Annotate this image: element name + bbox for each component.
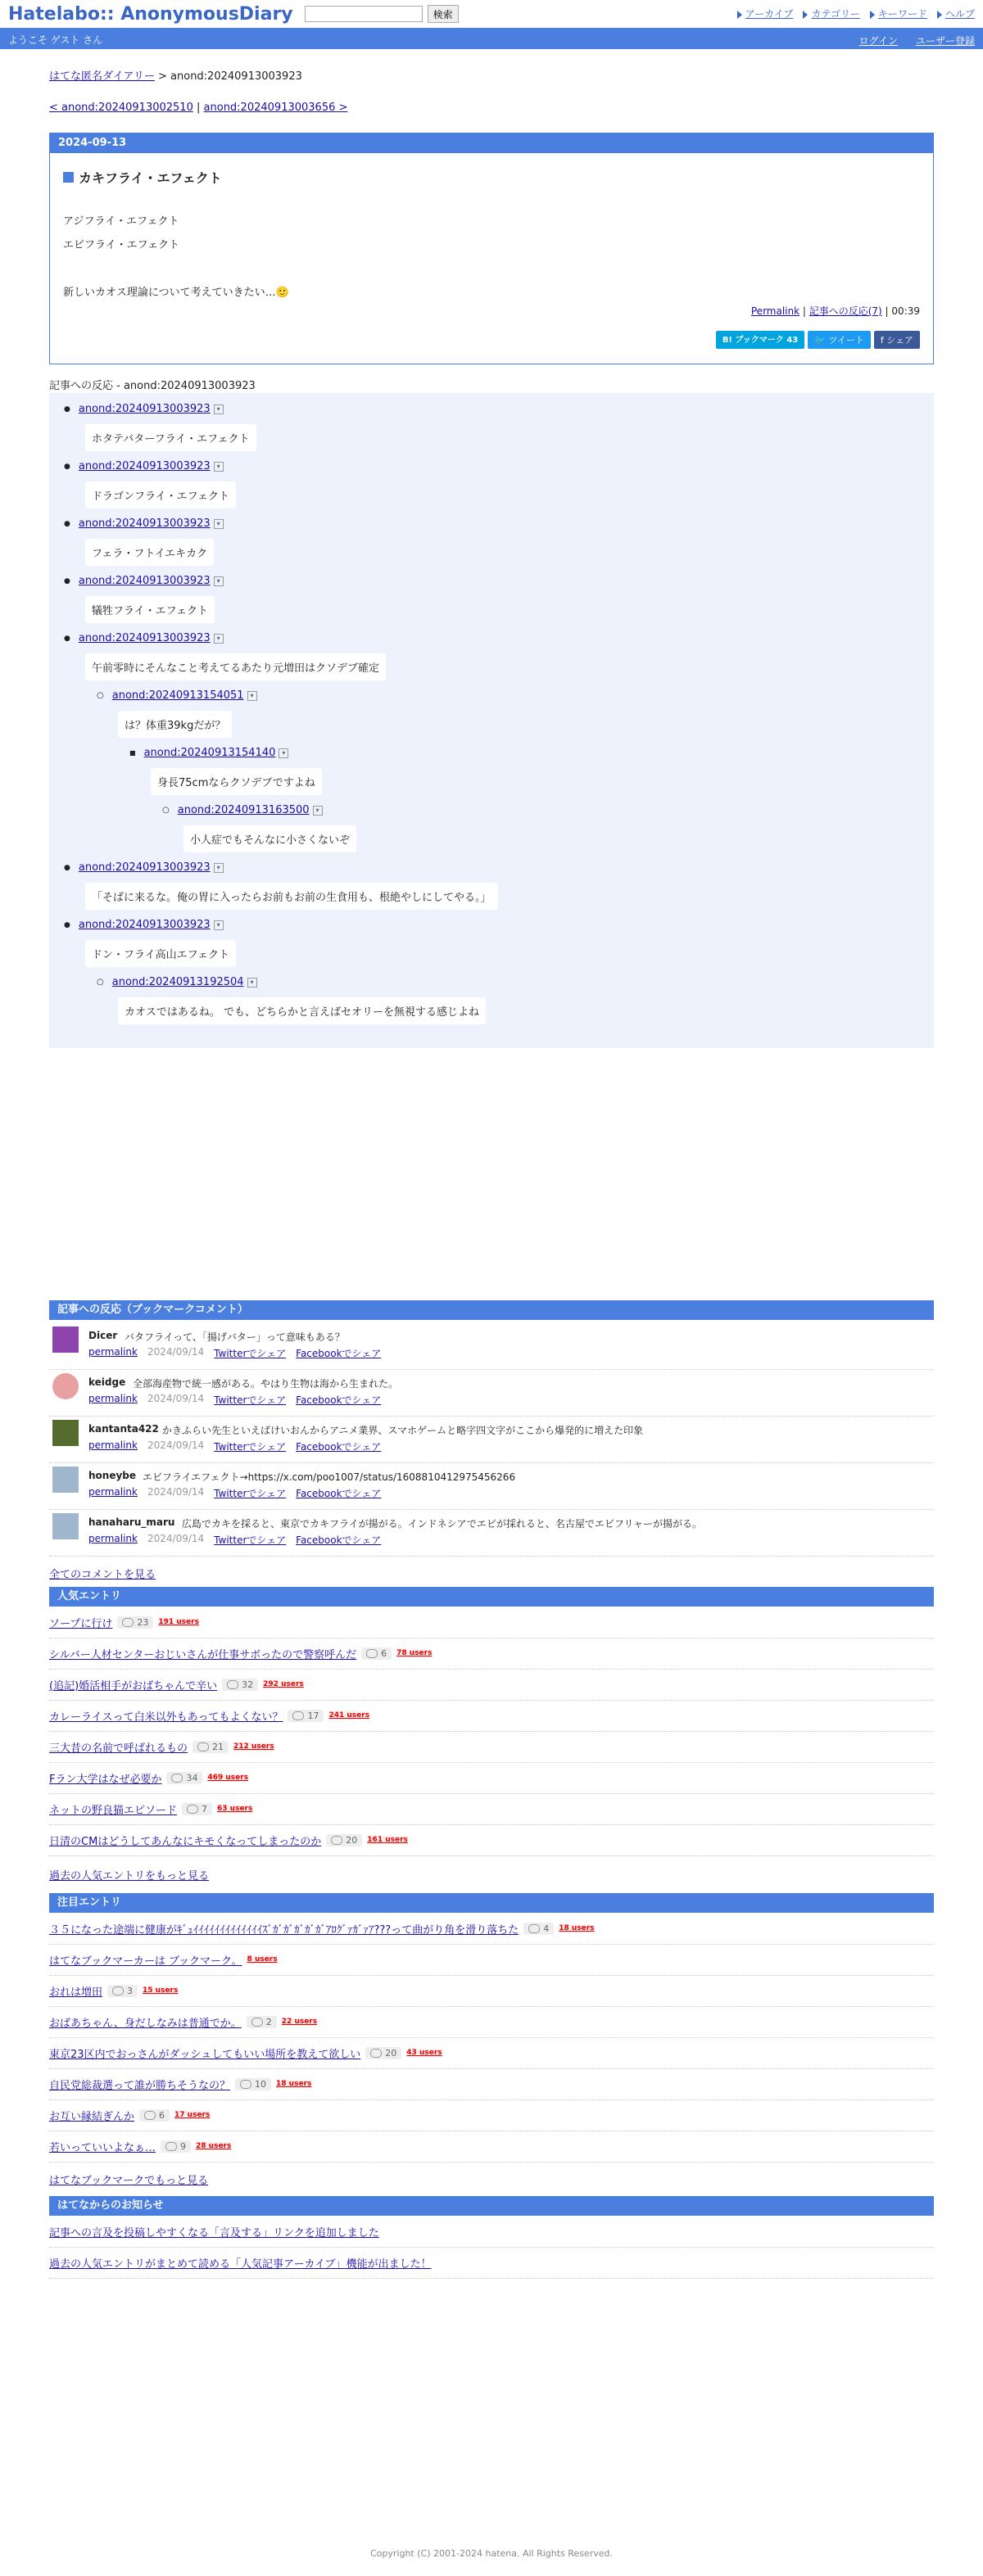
reaction-item — [97, 689, 257, 702]
bookmark-users-badge[interactable]: 292 users — [263, 1680, 304, 1688]
bookmark-comment-text: バタフライって、「揚げバター」って意味もある？ — [125, 1331, 345, 1343]
reaction-item — [64, 632, 224, 644]
reaction-item — [129, 747, 288, 759]
entry-row — [49, 1975, 934, 2007]
entry-time: 00:39 — [891, 305, 920, 317]
bookmark-meta — [88, 1393, 381, 1407]
entry-title-link[interactable]: 自民党総裁選って誰が勝ちそうなの？ — [49, 2079, 231, 2092]
welcome-bar — [0, 29, 983, 49]
news-item — [49, 2216, 934, 2248]
news-item — [49, 2247, 934, 2279]
bookmark-users-badge[interactable]: 241 users — [328, 1711, 370, 1720]
entry-title-link[interactable]: ３５になった途端に健康がｷﾞｭｲｲｲｲｲｲｲｲｲｲｲｲｲｽﾞｶﾞｶﾞｶﾞｶﾞｶﾞｱﾛｸﾞｧｶﾞｧｱ???って曲がり角を滑り落ちた — [49, 1923, 519, 1937]
bookmark-comment-text: エビフライエフェクト→https://x.com/poo1007/status/1608810412975456266 — [143, 1471, 516, 1483]
reaction-id-link[interactable]: ● anond:20240913003923 — [78, 403, 211, 415]
comment-bubble-icon — [112, 1986, 124, 1995]
bookmark-users-badge[interactable]: 161 users — [367, 1836, 408, 1844]
share-label: シェア — [886, 335, 913, 346]
entry-row — [49, 2037, 934, 2069]
entry-row — [49, 2099, 934, 2131]
comment-count[interactable] — [361, 1647, 392, 1660]
header-nav — [737, 7, 975, 20]
bookmark-users-badge[interactable]: 63 users — [217, 1805, 253, 1813]
comment-bubble-icon — [227, 1680, 238, 1689]
reaction-item — [64, 460, 224, 472]
bookmark-users-badge[interactable]: 17 users — [174, 2111, 211, 2119]
prevnext-sep: | — [197, 102, 201, 114]
facebook-share-link[interactable]: Facebookでシェア — [296, 1348, 382, 1359]
reaction-id-link[interactable]: ■ anond:20240913154140 — [143, 747, 276, 759]
hatena-bookmark-button[interactable]: B! ブックマーク 43 — [716, 331, 804, 349]
reaction-item — [64, 575, 224, 587]
comment-count[interactable] — [161, 2140, 191, 2153]
reaction-header — [162, 804, 323, 816]
avatar[interactable] — [52, 1326, 79, 1353]
reactions-tree — [49, 393, 934, 1048]
comment-count[interactable] — [288, 1710, 324, 1722]
entry-row — [49, 1913, 934, 1945]
bookmark-date: 2024/09/14 — [147, 1393, 205, 1404]
entry-row — [49, 2131, 934, 2162]
comment-count-value: 32 — [242, 1679, 254, 1690]
popular-entries-header: 人気エントリ — [49, 1587, 934, 1607]
breadcrumb-sep: > — [157, 70, 167, 83]
bookmark-comment — [49, 1463, 934, 1510]
entry-title — [63, 168, 933, 187]
comment-bubble-icon — [240, 2080, 251, 2089]
twitter-share-link[interactable]: Twitterでシェア — [214, 1441, 287, 1453]
avatar[interactable] — [52, 1373, 79, 1399]
avatar[interactable] — [52, 1467, 79, 1493]
facebook-share-link[interactable]: Facebookでシェア — [296, 1488, 382, 1499]
bookmark-permalink[interactable]: permalink — [88, 1439, 138, 1451]
bookmark-comment-text: 全部海産物で統一感がある。やはり生物は海から生まれた。 — [133, 1378, 399, 1390]
dropdown-icon[interactable]: ▾ — [214, 634, 224, 644]
bookmark-user[interactable]: honeybe — [88, 1470, 137, 1481]
comment-count-value: 20 — [346, 1834, 358, 1846]
reactions-title: 記事への反応 - anond:20240913003923 — [49, 377, 934, 395]
bookmark-users-badge[interactable]: 28 users — [196, 2142, 232, 2150]
reaction-text: 小人症でもそんなに小さくないぞ — [183, 825, 356, 852]
comment-count-value: 3 — [127, 1985, 134, 1996]
news-link[interactable]: 過去の人気エントリがまとめて読める「人気記事アーカイブ」機能が出ました！ — [49, 2257, 432, 2271]
all-comments-link[interactable]: 全てのコメントを見る — [49, 1569, 156, 1581]
entry-date: 2024-09-13 — [50, 133, 933, 153]
facebook-share-link[interactable]: Facebookでシェア — [296, 1394, 382, 1406]
prev-entry-link[interactable]: < anond:20240913002510 — [49, 102, 193, 114]
comment-bubble-icon — [331, 1836, 342, 1845]
reaction-header — [64, 403, 224, 415]
twitter-bird-icon: 🐦 — [814, 335, 829, 346]
twitter-share-link[interactable]: Twitterでシェア — [214, 1534, 287, 1546]
twitter-share-link[interactable]: Twitterでシェア — [214, 1488, 287, 1499]
entry-title-link[interactable]: おれは増田 — [49, 1986, 103, 1999]
comment-bubble-icon — [171, 1774, 183, 1783]
bookmark-users-badge[interactable]: 18 users — [276, 2080, 312, 2088]
bookmark-comment — [49, 1370, 934, 1417]
comment-count[interactable] — [365, 2047, 401, 2059]
welcome-text: ようこそ ゲスト さん — [8, 34, 103, 46]
reaction-header — [129, 747, 288, 759]
reaction-header — [64, 517, 224, 530]
nav-keyword-link[interactable]: キーワード — [877, 8, 927, 20]
bookmark-users-badge[interactable]: 469 users — [207, 1774, 249, 1782]
reaction-id-link[interactable]: ● anond:20240913003923 — [78, 919, 211, 931]
entry-row — [49, 1762, 934, 1794]
nav-help[interactable] — [937, 7, 975, 20]
reaction-text: ドラゴンフライ・エフェクト — [85, 481, 236, 508]
triangle-icon — [937, 11, 942, 19]
nav-archive-link[interactable]: アーカイブ — [745, 8, 794, 20]
comment-count[interactable] — [235, 2078, 271, 2090]
entry-line — [63, 257, 933, 281]
breadcrumb-home[interactable]: はてな匿名ダイアリー — [49, 70, 155, 83]
bookmark-users-badge[interactable]: 43 users — [406, 2049, 442, 2057]
comment-count-value: 34 — [186, 1772, 198, 1783]
bookmark-meta — [88, 1439, 381, 1453]
bookmark-users-badge[interactable]: 22 users — [281, 2018, 318, 2026]
entry-row — [49, 1731, 934, 1763]
next-entry-link[interactable]: anond:20240913003656 > — [203, 102, 348, 114]
comment-bubble-icon — [366, 1649, 378, 1658]
nav-keyword[interactable] — [870, 7, 927, 20]
nav-category-link[interactable]: カテゴリー — [811, 8, 860, 20]
entry-title-link[interactable]: おばあちゃん、身だしなみは普通でか。 — [49, 2017, 242, 2030]
comment-count[interactable] — [182, 1803, 212, 1815]
comment-count[interactable] — [117, 1616, 153, 1629]
comment-count[interactable] — [247, 2016, 277, 2028]
bookmark-comment — [49, 1417, 934, 1463]
reaction-id-link[interactable]: ○ anond:20240913154051 — [111, 689, 244, 702]
reaction-id-link[interactable]: ● anond:20240913003923 — [78, 517, 211, 530]
bookmark-permalink[interactable]: permalink — [88, 1486, 138, 1498]
bookmark-meta — [88, 1486, 381, 1500]
reaction-item — [97, 976, 257, 988]
reaction-text: 犠牲フライ・エフェクト — [85, 596, 215, 623]
dropdown-icon[interactable]: ▾ — [279, 748, 288, 758]
comment-count-value: 9 — [180, 2140, 187, 2152]
bookmark-meta — [88, 1346, 381, 1360]
reaction-id-link[interactable]: ● anond:20240913003923 — [78, 632, 211, 644]
comment-count-value: 20 — [385, 2047, 397, 2059]
comment-count[interactable] — [107, 1985, 138, 1997]
comment-bubble-icon — [187, 1805, 198, 1814]
comment-count-value: 7 — [202, 1803, 208, 1814]
reaction-item — [64, 517, 224, 530]
bookmark-user[interactable]: hanaharu_maru — [88, 1516, 175, 1528]
avatar[interactable] — [52, 1420, 79, 1446]
comment-bubble-icon — [292, 1711, 304, 1720]
bookmark-user[interactable]: kantanta422 — [88, 1423, 159, 1435]
entry-row — [49, 1638, 934, 1670]
avatar[interactable] — [52, 1513, 79, 1539]
bookmark-permalink[interactable]: permalink — [88, 1533, 138, 1544]
facebook-share-link[interactable]: Facebookでシェア — [296, 1441, 382, 1453]
dropdown-icon[interactable]: ▾ — [247, 978, 257, 987]
reaction-header — [97, 689, 257, 702]
facebook-share-link[interactable]: Facebookでシェア — [296, 1534, 382, 1546]
entry-title-link[interactable]: ネットの野良猫エピソード — [49, 1804, 178, 1817]
entry-row — [49, 1944, 934, 1976]
footer-copyright: Copyright (C) 2001-2024 hatena. All Rights Reserved. — [370, 2548, 613, 2559]
login-link[interactable]: ログイン — [858, 35, 898, 47]
share-buttons — [716, 331, 920, 349]
comment-count[interactable] — [193, 1741, 229, 1753]
reaction-header — [64, 861, 224, 874]
dropdown-icon[interactable]: ▾ — [214, 519, 224, 529]
dropdown-icon[interactable]: ▾ — [214, 920, 224, 930]
entry-title-link[interactable]: Fラン大学はなぜ必要か — [49, 1773, 162, 1786]
comment-bubble-icon — [122, 1618, 134, 1627]
bookmark-comment-text: 広島でカキを採ると、東京でカキフライが揚がる。インドネシアでエビが採れると、名古屋でエビフリャーが揚がる。 — [182, 1518, 703, 1530]
dropdown-icon[interactable]: ▾ — [214, 576, 224, 586]
reaction-item — [162, 804, 323, 816]
attention-entries-header: 注目エントリ — [49, 1893, 934, 1913]
entry-title-link[interactable]: 東京23区内でおっさんがダッシュしてもいい場所を教えて欲しい — [49, 2048, 361, 2061]
reaction-header — [64, 632, 224, 644]
bookmark-users-badge[interactable]: 18 users — [559, 1924, 595, 1932]
comment-bubble-icon — [528, 1924, 540, 1933]
reaction-header — [64, 919, 224, 931]
entry-line: アジフライ・エフェクト — [63, 215, 179, 228]
nav-category[interactable] — [803, 7, 860, 20]
entry-title-link[interactable]: お互い縁結ぎんか — [49, 2110, 135, 2123]
reaction-text: 午前零時にそんなこと考えてるあたり元増田はクソデブ確定 — [85, 653, 386, 680]
bookmark-meta — [88, 1533, 381, 1547]
reaction-id-link[interactable]: ○ anond:20240913192504 — [111, 976, 244, 988]
comment-count-value: 10 — [255, 2078, 267, 2090]
entry-line: 新しいカオス理論について考えていきたい…🙂 — [63, 287, 289, 299]
entry-title-link[interactable]: 日清のCMはどうしてあんなにキモくなってしまったのか — [49, 1835, 322, 1848]
entry-row — [49, 1700, 934, 1732]
reaction-text: 「そばに来るな。俺の胃に入ったらお前もお前の生食用も、根絶やしにしてやる。」 — [85, 883, 498, 910]
entry-title-link[interactable]: 三大昔の名前で呼ばれるもの — [49, 1742, 188, 1755]
reaction-text: 身長75cmならクソデブですよね — [151, 768, 322, 795]
reaction-item — [64, 919, 224, 931]
reaction-item — [64, 861, 224, 874]
comment-count-value: 21 — [212, 1741, 224, 1752]
search-button[interactable]: 検索 — [428, 5, 459, 23]
twitter-share-link[interactable]: Twitterでシェア — [214, 1348, 287, 1359]
entry-title-link[interactable]: カレーライスって白米以外もあってもよくない？ — [49, 1711, 283, 1724]
tweet-label: ツイート — [828, 335, 864, 346]
comment-count-value: 4 — [543, 1923, 550, 1934]
reaction-text: フェラ・フトイエキカク — [85, 539, 214, 566]
breadcrumb — [49, 67, 934, 83]
bookmark-users-badge[interactable]: 212 users — [233, 1742, 274, 1751]
reaction-text: ホタテバターフライ・エフェクト — [85, 424, 256, 451]
hatena-news-header: はてなからのお知らせ — [49, 2196, 934, 2216]
bookmark-user[interactable]: keidge — [88, 1376, 126, 1388]
comment-bubble-icon — [370, 2049, 382, 2058]
reactions-link[interactable]: 記事への反応(7) — [809, 305, 882, 317]
entry-row — [49, 2068, 934, 2100]
breadcrumb-current: anond:20240913003923 — [170, 70, 302, 83]
bookmark-comment-text: かきふらい先生といえばけいおんからアニメ業界、スマホゲームと略字四文字がここから爆発的に増えた印象 — [162, 1425, 644, 1436]
comment-count[interactable] — [222, 1679, 258, 1691]
comment-count-value: 17 — [307, 1710, 319, 1721]
reaction-id-link[interactable]: ● anond:20240913003923 — [78, 575, 211, 587]
reaction-text: ドン・フライ高山エフェクト — [85, 940, 236, 967]
entry-title-link[interactable]: シルバー人材センターおじいさんが仕事サボったので警察呼んだ — [49, 1648, 357, 1661]
comment-count-value: 6 — [159, 2109, 165, 2121]
attention-more-link[interactable]: はてなブックマークでもっと見る — [49, 2175, 209, 2187]
dropdown-icon[interactable]: ▾ — [214, 404, 224, 414]
triangle-icon — [737, 11, 742, 19]
permalink[interactable]: Permalink — [750, 305, 800, 317]
triangle-icon — [803, 11, 808, 19]
reaction-text: カオスではあるね。 でも、どちらかと言えばセオリーを無視する感じよね — [118, 997, 486, 1024]
bookmark-users-badge[interactable]: 8 users — [247, 1955, 278, 1964]
bookmark-date: 2024/09/14 — [147, 1486, 205, 1498]
comment-count-value: 2 — [265, 2016, 272, 2027]
dropdown-icon[interactable]: ▾ — [214, 863, 224, 873]
reaction-text: は？体重39kgだが？ — [118, 711, 232, 738]
bookmark-date: 2024/09/14 — [147, 1533, 205, 1544]
bookmark-user[interactable]: Dicer — [88, 1330, 118, 1341]
bookmark-permalink[interactable]: permalink — [88, 1346, 138, 1358]
dropdown-icon[interactable]: ▾ — [214, 462, 224, 472]
comment-bubble-icon — [251, 2018, 263, 2027]
entry-row — [49, 1607, 934, 1638]
register-link[interactable]: ユーザー登録 — [915, 35, 975, 47]
square-icon — [63, 172, 74, 183]
news-link[interactable]: 記事への言及を投稿しやすくなる「言及する」リンクを追加しました — [49, 2226, 379, 2239]
bookmark-date: 2024/09/14 — [147, 1346, 205, 1358]
comment-count-value: 6 — [381, 1647, 387, 1659]
nav-archive[interactable] — [737, 7, 794, 20]
twitter-share-link[interactable]: Twitterでシェア — [214, 1394, 287, 1406]
reaction-item — [64, 403, 224, 415]
reaction-id-link[interactable]: ○ anond:20240913163500 — [177, 804, 310, 816]
entry-title-link[interactable]: (追記)婚活相手がおばちゃんで辛い — [49, 1679, 218, 1692]
entry-row — [49, 1793, 934, 1825]
bookmark-users-badge[interactable]: 78 users — [396, 1649, 433, 1657]
reaction-id-link[interactable]: ● anond:20240913003923 — [78, 861, 211, 874]
comment-bubble-icon — [165, 2142, 177, 2151]
bookmark-users-badge[interactable]: 191 users — [158, 1618, 199, 1626]
tweet-button[interactable] — [808, 331, 871, 349]
entry-row — [49, 2006, 934, 2038]
entry-title-link[interactable]: 若いっていいよなぁ… — [49, 2141, 156, 2154]
entry-row — [49, 1669, 934, 1701]
facebook-share-button[interactable] — [874, 331, 920, 349]
entry-body — [63, 210, 933, 305]
comment-count[interactable] — [523, 1923, 554, 1935]
entry-line: エビフライ・エフェクト — [63, 239, 179, 251]
facebook-icon: f — [880, 335, 887, 346]
dropdown-icon[interactable]: ▾ — [313, 806, 323, 816]
comment-count[interactable] — [166, 1772, 202, 1784]
bookmark-comment — [49, 1510, 934, 1557]
site-header — [0, 0, 983, 29]
entry-row — [49, 1824, 934, 1856]
comment-count-value: 23 — [137, 1616, 149, 1628]
search-input[interactable] — [305, 6, 423, 22]
prev-next-nav — [49, 102, 934, 114]
comment-count[interactable] — [326, 1834, 362, 1846]
reaction-id-link[interactable]: ● anond:20240913003923 — [78, 460, 211, 472]
site-logo[interactable]: Hatelabo:: AnonymousDiary — [8, 3, 293, 25]
nav-help-link[interactable]: ヘルプ — [944, 8, 975, 20]
comment-bubble-icon — [197, 1742, 209, 1751]
bookmark-comment — [49, 1323, 934, 1370]
triangle-icon — [870, 11, 875, 19]
entry-title-text: カキフライ・エフェクト — [79, 170, 222, 186]
comment-count[interactable] — [139, 2109, 170, 2122]
entry-title-link[interactable]: はてなブックマーカーは ブックマーク。 — [49, 1955, 242, 1968]
entry-title-link[interactable]: ソープに行け — [49, 1617, 113, 1630]
bookmark-permalink[interactable]: permalink — [88, 1393, 138, 1404]
entry-box — [49, 133, 934, 364]
comment-bubble-icon — [144, 2111, 156, 2120]
reaction-header — [64, 575, 224, 587]
bookmark-date: 2024/09/14 — [147, 1439, 205, 1451]
reaction-header — [97, 976, 257, 988]
dropdown-icon[interactable]: ▾ — [247, 691, 257, 701]
bookmark-users-badge[interactable]: 15 users — [143, 1986, 179, 1995]
popular-more-link[interactable]: 過去の人気エントリをもっと見る — [49, 1870, 210, 1882]
reaction-header — [64, 460, 224, 472]
entry-footer: Permalink | 記事への反応(7) | 00:39 — [750, 305, 920, 317]
bookmark-comments-header: 記事への反応（ブックマークコメント） — [49, 1300, 934, 1320]
